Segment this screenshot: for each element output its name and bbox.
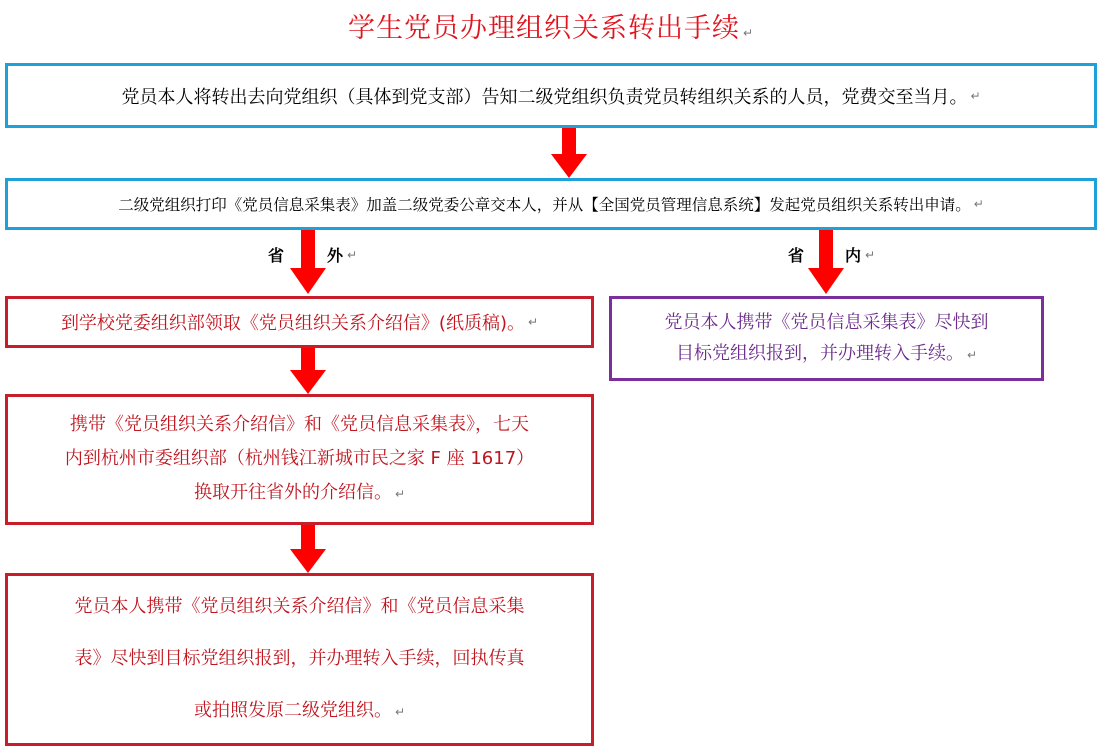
arrow-down-outside-2 xyxy=(290,348,326,394)
pilcrow-mark: ↵ xyxy=(394,487,406,501)
arrow-down-1 xyxy=(551,128,587,178)
pilcrow-mark: ↵ xyxy=(966,347,978,362)
outside-step-1-box xyxy=(5,296,594,348)
inside-step-1-line-1: 党员本人携带《党员信息采集表》尽快到 xyxy=(664,311,989,333)
step-2-box xyxy=(5,178,1097,230)
outside-step-2-line-1: 携带《党员组织关系介绍信》和《党员信息采集表》，七天 xyxy=(70,414,529,435)
step-1-text: 党员本人将转出去向党组织（具体到党支部）告知二级党组织负责党员转组织关系的人员，党费交至当月。 xyxy=(121,86,968,108)
arrow-down-outside-3 xyxy=(290,525,326,573)
outside-step-2-line-3: 换取开往省外的介绍信。 xyxy=(193,482,392,503)
outside-step-3-line-2: 表》尽快到目标党组织报到，并办理转入手续，回执传真 xyxy=(74,648,525,669)
title-text: 学生党员办理组织关系转出手续 xyxy=(347,13,740,44)
pilcrow-mark: ↵ xyxy=(973,197,984,211)
inside-step-1-box xyxy=(609,296,1044,381)
arrow-down-outside xyxy=(290,230,326,294)
branch-outside-label-b: 外 xyxy=(327,246,344,265)
outside-step-1-text: 到学校党委组织部领取《党员组织关系介绍信》(纸质稿)。 xyxy=(60,313,525,334)
arrow-down-inside xyxy=(808,230,844,294)
outside-step-3-line-1: 党员本人携带《党员组织关系介绍信》和《党员信息采集 xyxy=(74,596,525,617)
outside-step-3-box xyxy=(5,573,594,746)
branch-inside-label-a: 省 xyxy=(788,246,805,265)
step-2-text: 二级党组织打印《党员信息采集表》加盖二级党委公章交本人，并从【全国党员管理信息系统】发起党员组织关系转出申请。 xyxy=(118,196,971,214)
pilcrow-mark: ↵ xyxy=(742,26,755,40)
pilcrow-mark: ↵ xyxy=(865,248,876,262)
pilcrow-mark: ↵ xyxy=(347,248,358,262)
outside-step-2-box xyxy=(5,394,594,525)
branch-outside-label-a: 省 xyxy=(268,246,285,265)
pilcrow-mark: ↵ xyxy=(970,88,981,103)
outside-step-2-line-2: 内到杭州市委组织部（杭州钱江新城市民之家 F 座 1617） xyxy=(64,448,535,469)
inside-step-1-line-2: 目标党组织报到，并办理转入手续。 xyxy=(675,342,964,364)
pilcrow-mark: ↵ xyxy=(394,705,406,719)
page-title xyxy=(0,6,1102,45)
branch-inside-label-b: 内 xyxy=(845,246,862,265)
pilcrow-mark: ↵ xyxy=(527,315,539,329)
outside-step-3-line-3: 或拍照发原二级党组织。 xyxy=(193,700,392,721)
step-1-box xyxy=(5,63,1097,128)
